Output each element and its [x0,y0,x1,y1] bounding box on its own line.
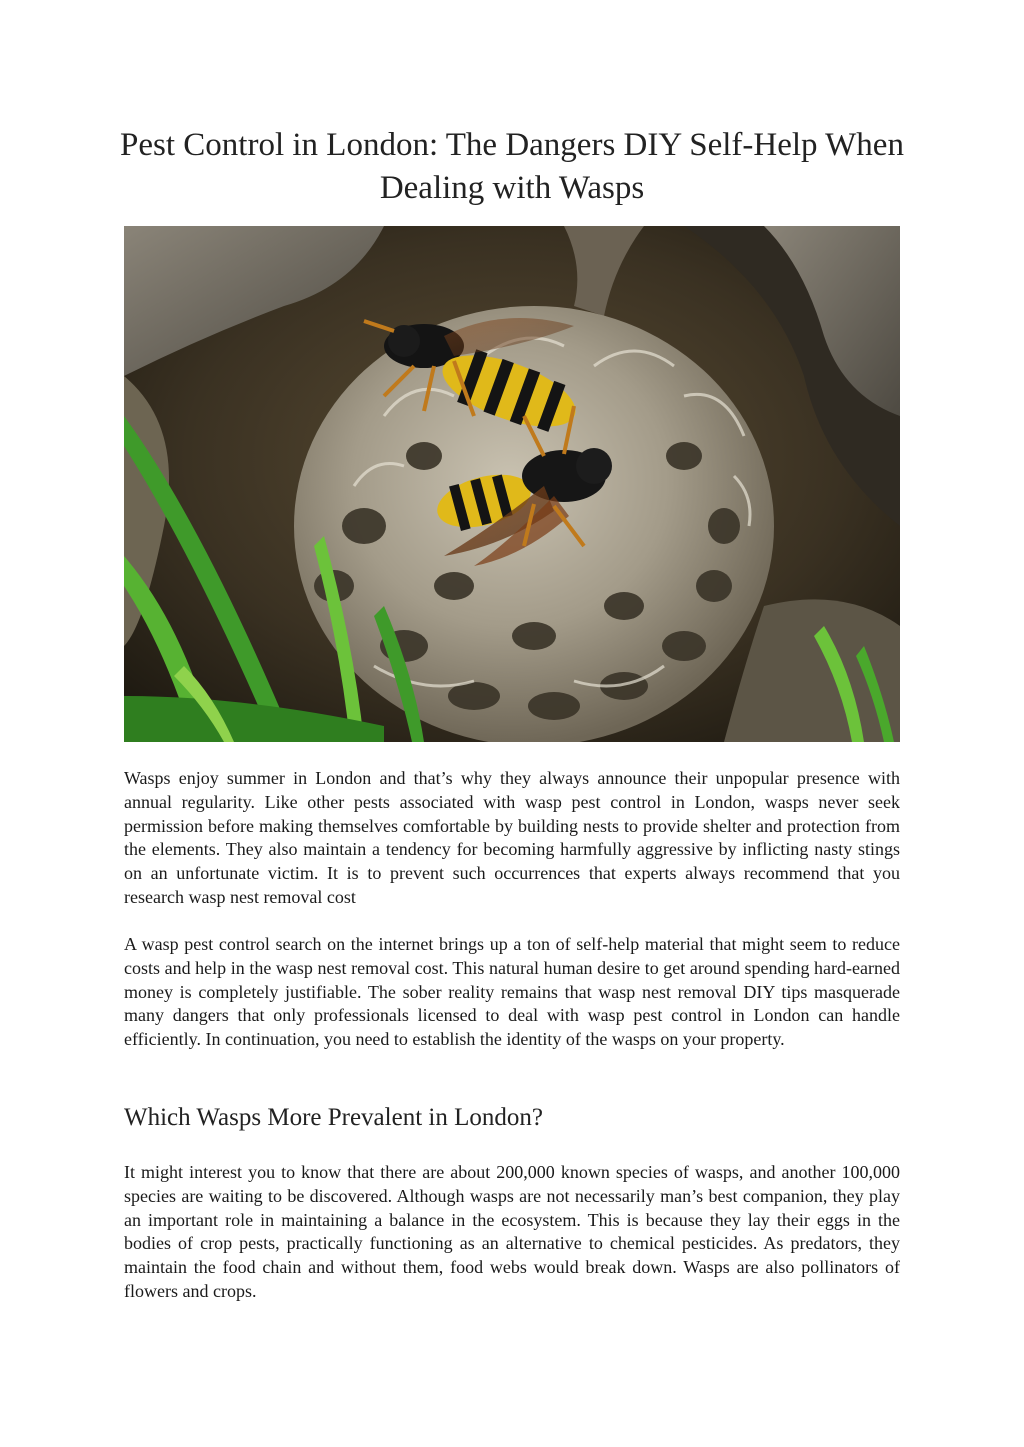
species-paragraph: It might interest you to know that there are about 200,000 known species of wasps, and another 100,000 species are waiting to be discovered. Although wasps are not necessarily man’s best companion, they play an important role in maintaining a balance in the ecosystem. This is because they lay their eggs in the bodies of crop pests, practically functioning as an alternative to chemical pesticides. As predators, they maintain the food chain and without them, food webs would break down. Wasps are also pollinators of flowers and crops. [124,1162,900,1301]
intro-paragraph: Wasps enjoy summer in London and that’s why they always announce their unpopular presence with annual regularity. Like other pests associated with wasp pest control in London, wasps never seek permission before making themselves comfortable by building nests to provide shelter and protection from the elements. They also maintain a tendency for becoming harmfully aggressive by inflicting nasty stings on an unfortunate victim. It is to prevent such occurrences that experts always recommend that you research wasp nest removal cost [124,768,900,907]
section-heading: Which Wasps More Prevalent in London? [124,1104,543,1131]
wasp-nest-image [124,226,900,742]
wasp-nest-photo [124,226,900,742]
page-title: Pest Control in London: The Dangers DIY Self-Help When Dealing with Wasps [120,127,904,206]
diy-paragraph: A wasp pest control search on the internet brings up a ton of self-help material that might seem to reduce costs and help in the wasp nest removal cost. This natural human desire to get around spending hard-earned money is completely justifiable. The sober reality remains that wasp nest removal DIY tips masquerade many dangers that only professionals licensed to deal with wasp pest control in London can handle efficiently. In continuation, you need to establish the identity of the wasps on your property. [124,934,900,1050]
